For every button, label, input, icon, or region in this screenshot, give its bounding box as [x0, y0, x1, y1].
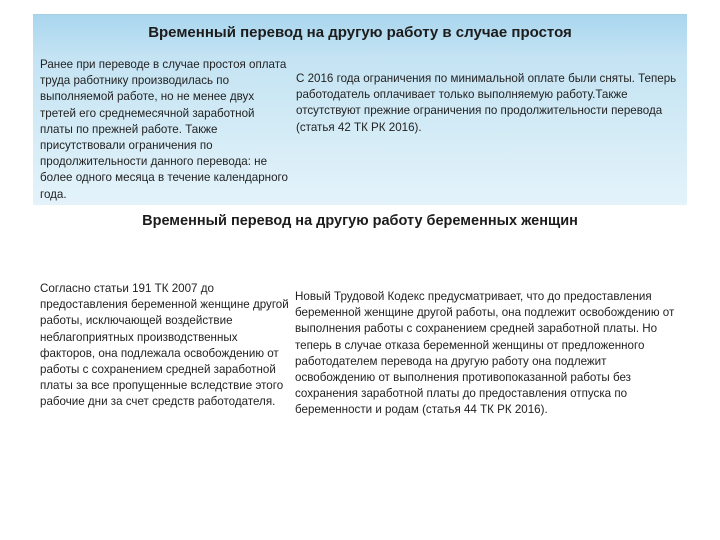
section2-left-text: Согласно статьи 191 ТК 2007 до предоставления беременной женщине другой работы, исключающей воздействие неблагоприятных производственных факторов, она подлежала освобождению от работы с сохранением средней заработной платы за все пропущенные вследствие этого рабочие дни за счет средств работодателя.: [40, 282, 289, 409]
section1-title: Временный перевод на другую работу в случае простоя: [148, 24, 572, 41]
section2-right-text: Новый Трудовой Кодекс предусматривает, что до предоставления беременной женщине другой работы, она подлежит освобождению от выполнения работы с сохранением средней заработной платы. Но теперь в случае отказа беременной женщины от предложенного работодателем перевода на другую работу она подлежит освобождению от выполнения противопоказанной работы без сохранения заработной платы до предоставления отпуска по беременности и родам (статья 44 ТК РК 2016).: [295, 290, 675, 417]
section1-left-text: Ранее при переводе в случае простоя оплата труда работнику производилась по выполняемой работе, но не менее двух третей его среднемесячной заработной платы по прежней работе. Также присутствовали ограничения по продолжительности данного перевода: не более одного месяца в течение календарного года.: [40, 58, 288, 201]
section2-title: Временный перевод на другую работу беременных женщин: [142, 213, 578, 229]
section1-right-text: С 2016 года ограничения по минимальной оплате были сняты. Теперь работодатель оплачивает только выполняемую работу.Также отсутствуют прежние ограничения по продолжительности перевода (статья 42 ТК РК 2016).: [296, 72, 677, 134]
